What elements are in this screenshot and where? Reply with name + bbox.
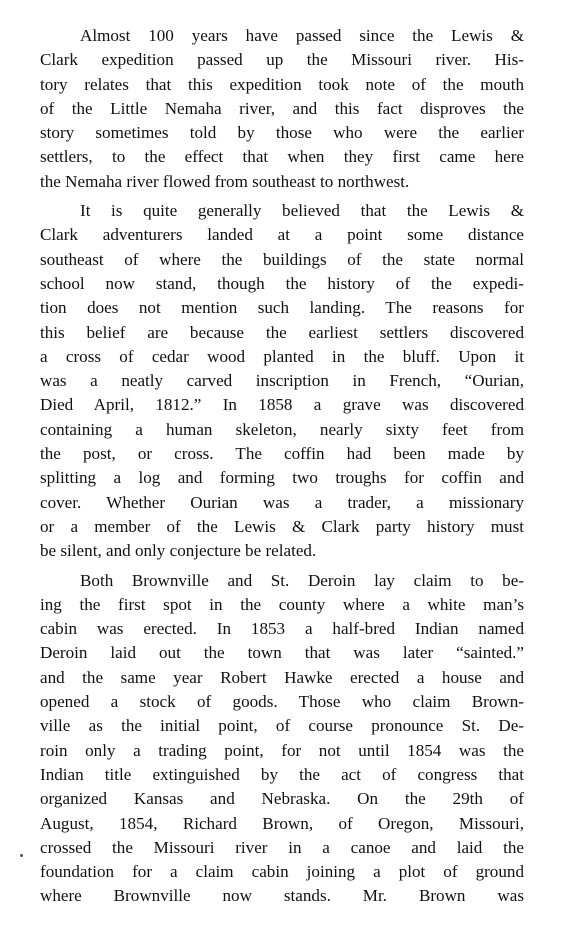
paragraph-lewis-clark-expedition [40, 24, 524, 194]
text-line: Almost 100 years have passed since the Lewis & [80, 26, 524, 45]
text-line: cabin was erected. In 1853 a half-bred Indian named [40, 619, 524, 639]
text-line: this belief are because the earliest settlers discovered [40, 322, 524, 342]
text-line: August, 1854, Richard Brown, of Oregon, Missouri, [40, 813, 524, 833]
text-line: organized Kansas and Nebraska. On the 29th of [40, 789, 524, 809]
text-line: southeast of where the buildings of the state normal [40, 249, 524, 269]
text-line: roin only a trading point, for not until 1854 was the [40, 740, 524, 760]
text-line: Clark expedition passed up the Missouri river. His- [40, 50, 524, 70]
text-line: was a neatly carved inscription in French, “Ourian, [40, 371, 524, 391]
text-line: Deroin laid out the town that was later “sainted.” [40, 643, 524, 663]
text-line: or a member of the Lewis & Clark party history must [40, 516, 524, 536]
paragraph-brownville-st-deroin [40, 569, 524, 909]
text-line: tion does not mention such landing. The reasons for [40, 298, 524, 318]
text-line: where Brownville now stands. Mr. Brown was [40, 886, 524, 906]
text-line: be silent, and only conjecture be related. [40, 541, 317, 561]
text-line: school now stand, though the history of the expedi- [40, 273, 524, 293]
text-line: tory relates that this expedition took note of the mouth [40, 74, 524, 94]
text-line: Indian title extinguished by the act of congress that [40, 764, 524, 784]
text-line: It is quite generally believed that the Lewis & [80, 201, 524, 221]
text-line: Died April, 1812.” In 1858 a grave was discovered [40, 395, 524, 415]
document-page [40, 24, 524, 909]
text-line: story sometimes told by those who were the earlier [40, 123, 524, 143]
text-line: the Nemaha river flowed from southeast to northwest. [40, 171, 410, 191]
text-line: Both Brownville and St. Deroin lay claim to be- [80, 570, 524, 590]
text-line: cover. Whether Ourian was a trader, a missionary [40, 492, 524, 512]
text-line: splitting a log and forming two troughs for coffin and [40, 468, 524, 488]
text-line: crossed the Missouri river in a canoe and laid the [40, 837, 524, 857]
text-line: foundation for a claim cabin joining a plot of ground [40, 862, 524, 882]
text-line: a cross of cedar wood planted in the bluff. Upon it [40, 346, 524, 366]
text-line: ville as the initial point, of course pronounce St. De- [40, 716, 524, 736]
text-line: and the same year Robert Hawke erected a house and [40, 667, 524, 687]
text-line: opened a stock of goods. Those who claim Brown- [40, 692, 524, 712]
text-line: the post, or cross. The coffin had been made by [40, 444, 524, 464]
text-line: of the Little Nemaha river, and this fact disproves the [40, 98, 524, 118]
text-line: settlers, to the effect that when they first came here [40, 147, 524, 167]
margin-speck [20, 854, 23, 857]
paragraph-ourian-cross [40, 199, 524, 563]
text-line: containing a human skeleton, nearly sixty feet from [40, 419, 524, 439]
text-line: ing the first spot in the county where a white man’s [40, 594, 524, 614]
text-line: Clark adventurers landed at a point some distance [40, 225, 524, 245]
